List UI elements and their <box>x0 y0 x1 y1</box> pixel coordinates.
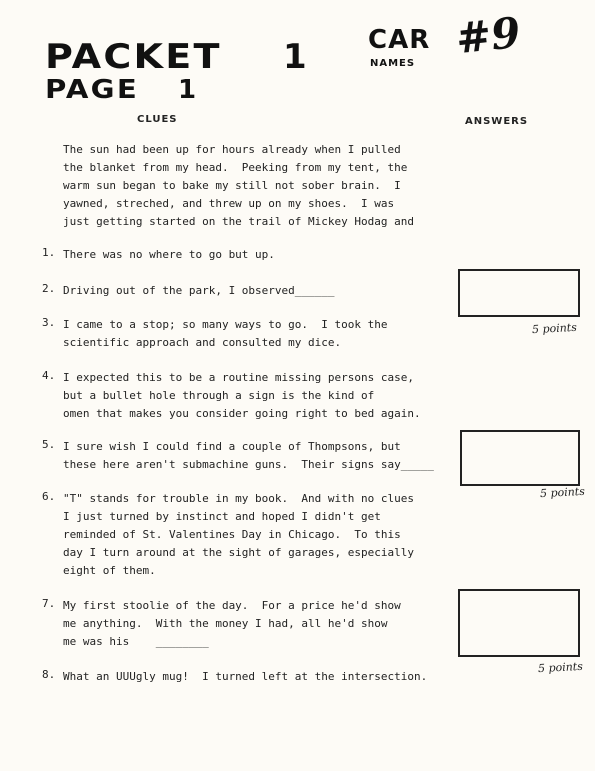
clues-heading: CLUES <box>137 114 178 125</box>
clue-number: 8. <box>42 668 56 681</box>
clue-text: I came to a stop; so many ways to go. I took the scientific approach and consulted my dice. <box>63 318 388 349</box>
packet-label: PACKET <box>45 37 222 77</box>
clue-text: What an UUUgly mug! I turned left at the intersection. <box>63 670 428 683</box>
clue-number: 7. <box>42 597 56 610</box>
points-label: 5 points <box>539 484 586 501</box>
points-label: 5 points <box>531 320 578 337</box>
clue-number: 1. <box>42 246 56 259</box>
page-number: 1 <box>178 75 197 105</box>
car-label: CAR <box>368 25 431 55</box>
clue-text: Driving out of the park, I observed______ <box>63 284 335 297</box>
names-label: NAMES <box>370 58 416 69</box>
answer-box[interactable] <box>458 589 580 657</box>
packet-number: 1 <box>283 37 307 77</box>
clue-text: My first stoolie of the day. For a price he'd show me anything. With the money I had, all he'd show me was his ________ <box>63 599 401 648</box>
points-label: 5 points <box>537 659 584 676</box>
clue-number: 4. <box>42 369 56 382</box>
clue-text: "T" stands for trouble in my book. And with no clues I just turned by instinct and hoped I didn't get reminded of St. Valentines Day in Chicago. To this day I turn around at the sight of garages, especially eight of them. <box>63 492 414 577</box>
answer-box[interactable] <box>460 430 580 486</box>
clue-text: I sure wish I could find a couple of Thompsons, but these here aren't submachine guns. Their signs say_____ <box>63 440 434 471</box>
answers-heading: ANSWERS <box>465 116 529 127</box>
clue-number: 5. <box>42 438 56 451</box>
clue-text: There was no where to go but up. <box>63 248 275 261</box>
intro-paragraph: The sun had been up for hours already when I pulled the blanket from my head. Peeking from my tent, the warm sun began to bake my still not sober brain. I yawned, streched, and threw up on my shoes. I was just getting started on the trail of Mickey Hodag and <box>63 143 414 228</box>
clue-text: I expected this to be a routine missing persons case, but a bullet hole through a sign is the kind of omen that makes you consider going right to bed again. <box>63 371 421 420</box>
answer-box[interactable] <box>458 269 580 317</box>
clue-number: 2. <box>42 282 56 295</box>
clue-number: 3. <box>42 316 56 329</box>
clue-number: 6. <box>42 490 56 503</box>
page-label: PAGE <box>45 75 139 105</box>
car-number-handwritten: #9 <box>453 7 523 64</box>
